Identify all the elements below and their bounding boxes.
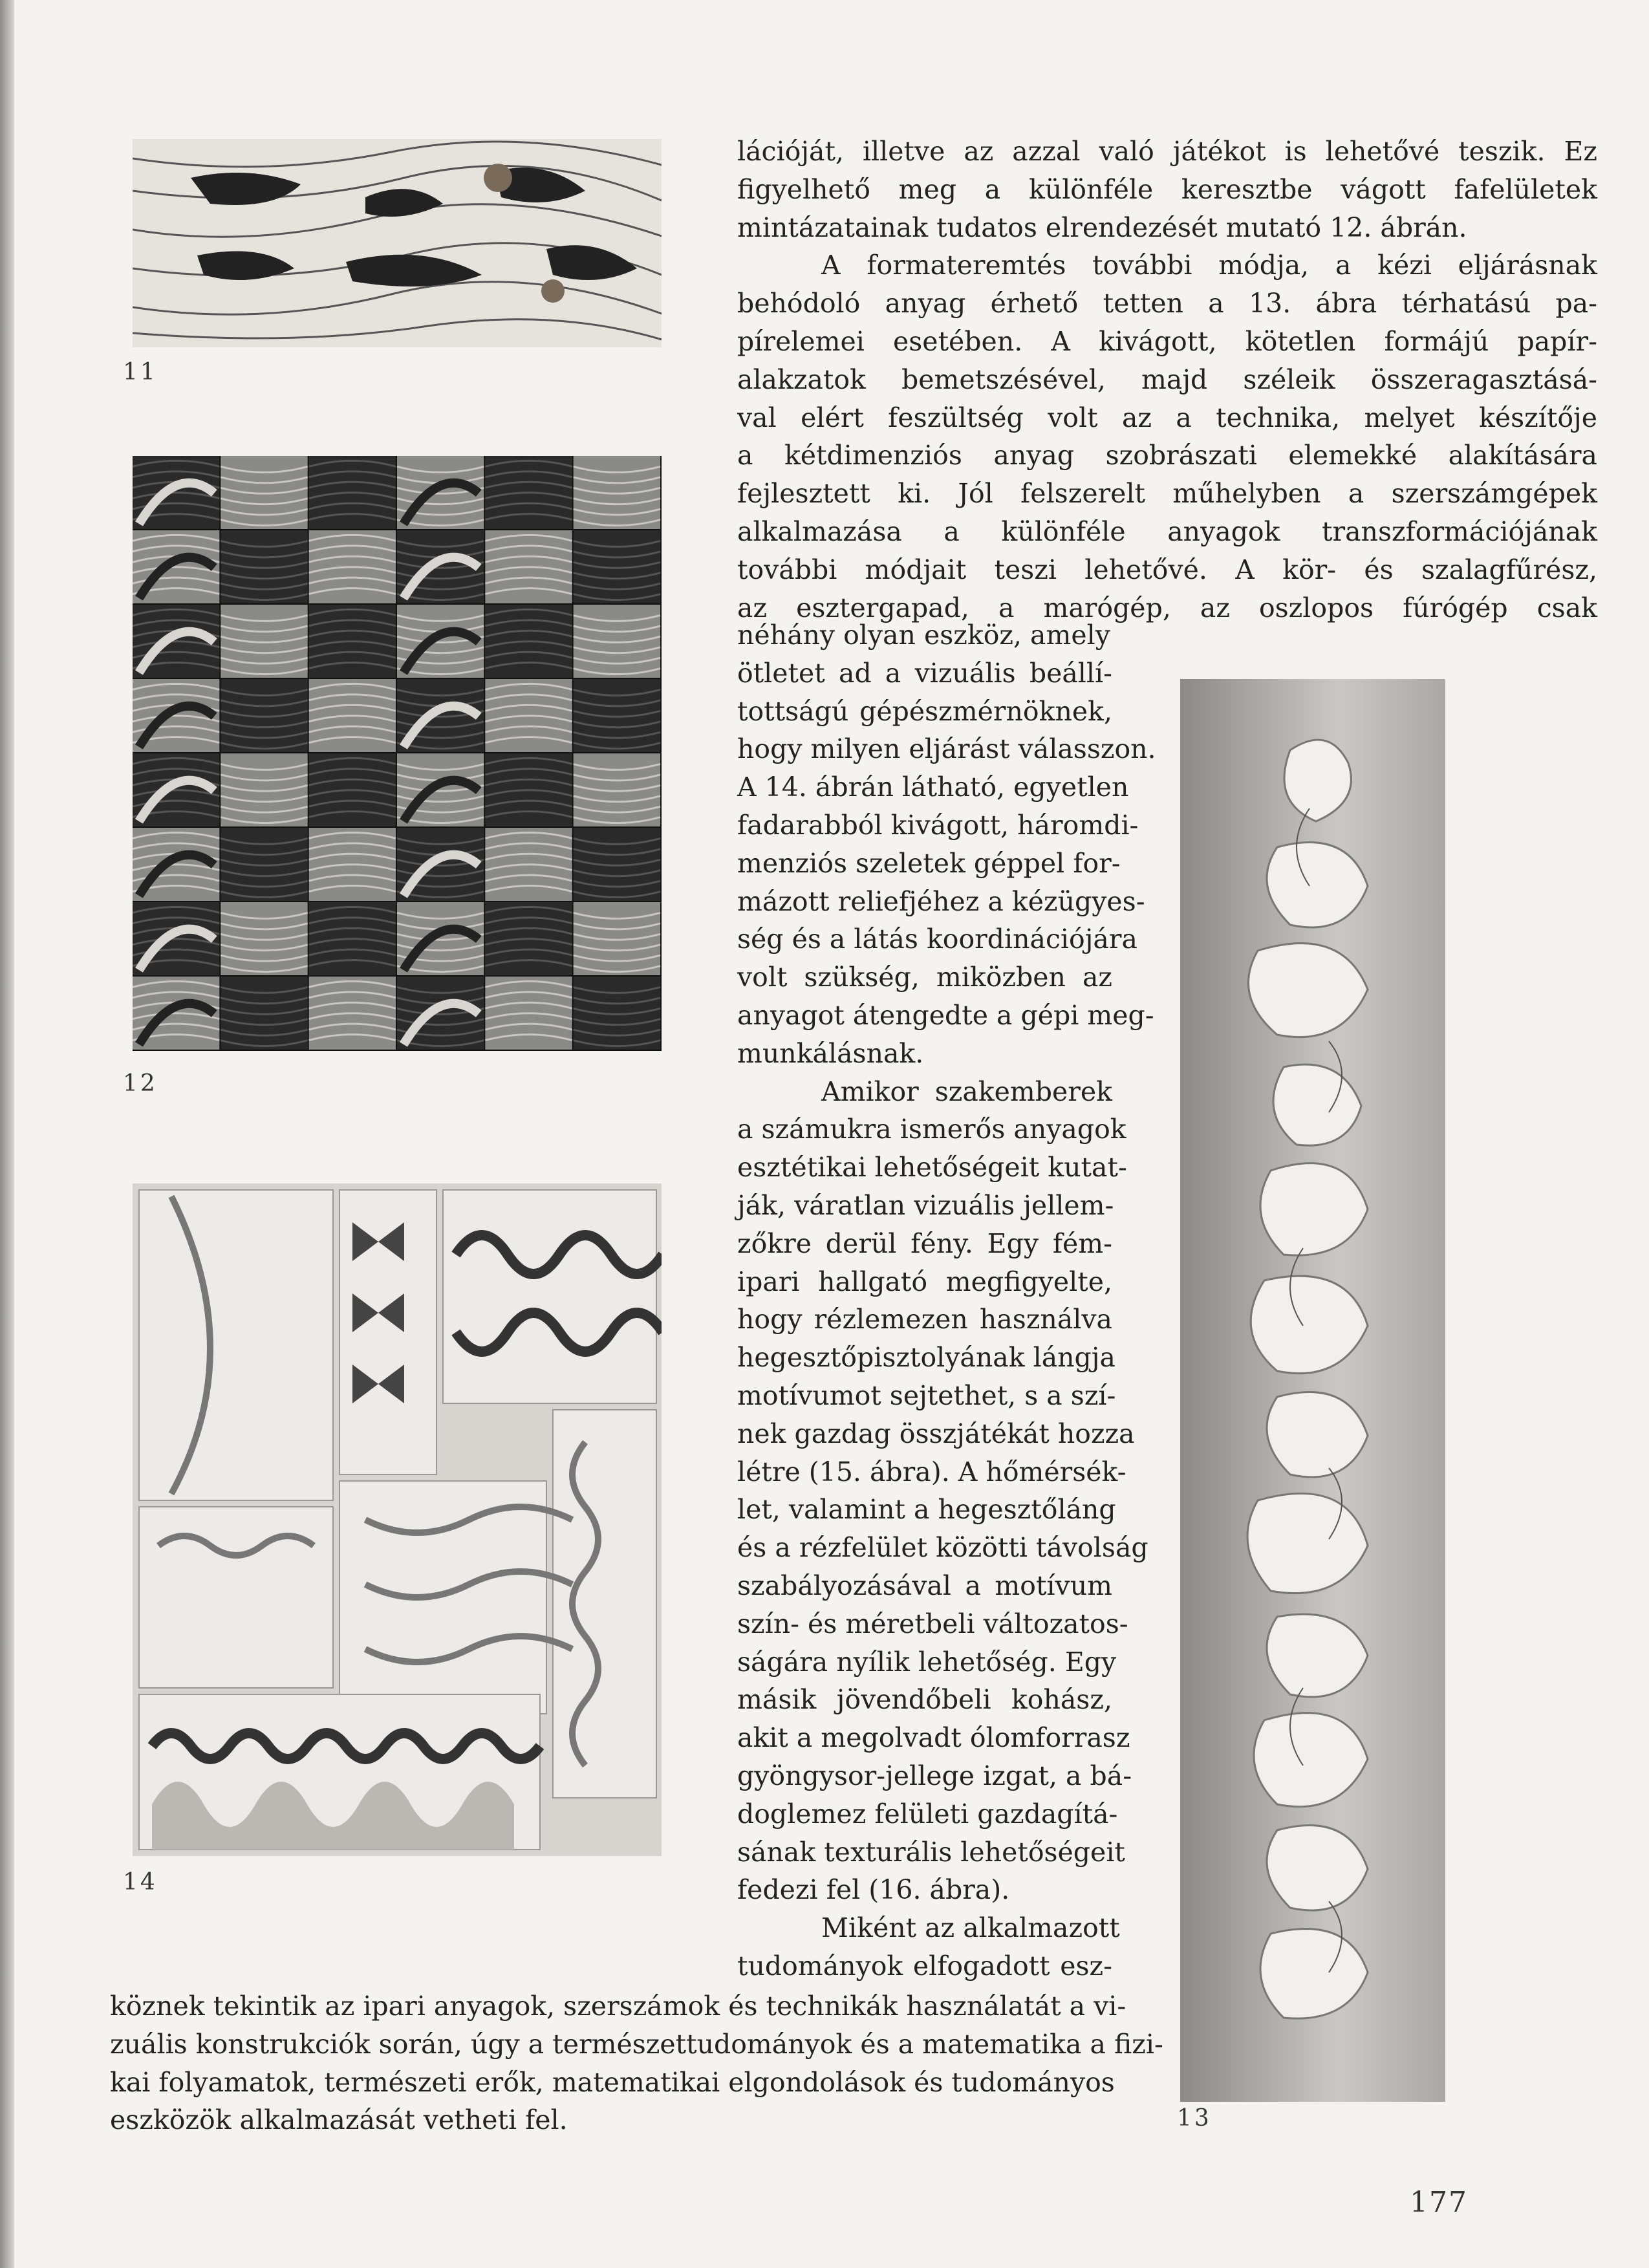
text-line: hogy rézlemezen használva bbox=[737, 1304, 1112, 1335]
end-grain-tile bbox=[574, 530, 660, 603]
end-grain-tile bbox=[133, 605, 219, 678]
end-grain-tile bbox=[309, 828, 396, 901]
end-grain-tile bbox=[397, 977, 484, 1050]
end-grain-tile bbox=[397, 456, 484, 529]
figure-13-image bbox=[1180, 679, 1445, 2102]
text-line: doglemez felületi gazdagítá- bbox=[737, 1798, 1118, 1830]
end-grain-tile bbox=[397, 753, 484, 826]
end-grain-tile bbox=[485, 977, 572, 1050]
text-line: további módjait teszi lehetővé. A kör- és szalagfűrész, bbox=[737, 554, 1597, 585]
text-line: sának texturális lehetőségeit bbox=[737, 1836, 1125, 1868]
text-line: A formateremtés további módja, a kézi eljárásnak bbox=[821, 250, 1597, 281]
end-grain-tile bbox=[133, 530, 219, 603]
figure-14-image bbox=[133, 1183, 662, 1856]
text-line: mintázatainak tudatos elrendezését mutató 12. ábrán. bbox=[737, 211, 1467, 243]
end-grain-tile bbox=[133, 902, 219, 975]
end-grain-tile bbox=[133, 456, 219, 529]
end-grain-tile bbox=[485, 679, 572, 752]
text-line: tottságú gépészmérnöknek, bbox=[737, 695, 1112, 727]
figure-11-caption: 11 bbox=[123, 359, 158, 385]
end-grain-tile bbox=[574, 679, 660, 752]
text-line: ötletet ad a vizuális beállí- bbox=[737, 657, 1112, 689]
text-line: zuális konstrukciók során, úgy a természettudományok és a matematika a fizi- bbox=[110, 2028, 1163, 2060]
end-grain-tile bbox=[221, 605, 307, 678]
text-line: ják, váratlan vizuális jellem- bbox=[737, 1190, 1114, 1221]
end-grain-tile bbox=[221, 456, 307, 529]
end-grain-tile bbox=[397, 902, 484, 975]
text-line: a számukra ismerős anyagok bbox=[737, 1114, 1126, 1145]
end-grain-tile bbox=[309, 902, 396, 975]
end-grain-tile bbox=[133, 753, 219, 826]
end-grain-tile bbox=[397, 679, 484, 752]
end-grain-tile bbox=[574, 753, 660, 826]
text-line: hogy milyen eljárást válasszon. bbox=[737, 733, 1156, 765]
end-grain-tile bbox=[133, 679, 219, 752]
end-grain-tile bbox=[309, 753, 396, 826]
text-line: hegesztőpisztolyának lángja bbox=[737, 1342, 1116, 1374]
end-grain-tile bbox=[309, 977, 396, 1050]
text-line: eszközök alkalmazását vetheti fel. bbox=[110, 2104, 568, 2136]
end-grain-tile bbox=[221, 753, 307, 826]
text-line: A 14. ábrán látható, egyetlen bbox=[737, 772, 1129, 803]
text-line: motívumot sejtethet, s a szí- bbox=[737, 1380, 1116, 1411]
text-line: let, valamint a hegesztőláng bbox=[737, 1494, 1116, 1526]
end-grain-tile bbox=[221, 902, 307, 975]
text-line: ség és a látás koordinációjára bbox=[737, 923, 1137, 955]
end-grain-tile bbox=[221, 977, 307, 1050]
text-line: alakzatok bemetszésével, majd széleik összeragasztásá- bbox=[737, 363, 1597, 395]
text-line: fedezi fel (16. ábra). bbox=[737, 1874, 1010, 1906]
text-line: és a rézfelület közötti távolság bbox=[737, 1532, 1148, 1564]
text-line: létre (15. ábra). A hőmérsék- bbox=[737, 1456, 1126, 1487]
wavy-relief-tiles-icon bbox=[133, 1183, 662, 1856]
wood-grain-knots-icon bbox=[133, 139, 662, 347]
end-grain-tile bbox=[397, 605, 484, 678]
text-line: kai folyamatok, természeti erők, matematikai elgondolások és tudományos bbox=[110, 2066, 1115, 2098]
text-line: fadarabból kivágott, háromdi- bbox=[737, 810, 1139, 841]
text-line: ipari hallgató megfigyelte, bbox=[737, 1266, 1112, 1297]
end-grain-tile bbox=[309, 605, 396, 678]
text-line: tudományok elfogadott esz- bbox=[737, 1950, 1112, 1982]
end-grain-tile bbox=[574, 456, 660, 529]
text-line: zőkre derül fény. Egy fém- bbox=[737, 1227, 1112, 1259]
text-line: gyöngysor-jellege izgat, a bá- bbox=[737, 1760, 1132, 1791]
end-grain-tile bbox=[397, 530, 484, 603]
end-grain-tile bbox=[397, 828, 484, 901]
end-grain-tile bbox=[221, 679, 307, 752]
end-grain-tile bbox=[485, 456, 572, 529]
figure-12-caption: 12 bbox=[123, 1070, 158, 1097]
text-line: munkálásnak. bbox=[737, 1037, 924, 1069]
text-line: nek gazdag összjátékát hozza bbox=[737, 1418, 1135, 1449]
end-grain-tile bbox=[485, 902, 572, 975]
text-line: az esztergapad, a marógép, az oszlopos fúrógép csak bbox=[737, 592, 1597, 623]
text-line: esztétikai lehetőségeit kutat- bbox=[737, 1152, 1127, 1183]
text-line: Miként az alkalmazott bbox=[821, 1912, 1120, 1944]
text-line: lációját, illetve az azzal való játékot is lehetővé teszik. Ez bbox=[737, 136, 1597, 167]
text-line: figyelhető meg a különféle keresztbe vágott fafelületek bbox=[737, 173, 1597, 205]
text-line: néhány olyan eszköz, amely bbox=[737, 620, 1110, 651]
text-line: szabályozásával a motívum bbox=[737, 1570, 1112, 1601]
text-line: behódoló anyag érhető tetten a 13. ábra térhatású pa- bbox=[737, 288, 1597, 319]
page-binding-shadow bbox=[0, 0, 14, 2268]
end-grain-tile bbox=[574, 977, 660, 1050]
end-grain-tile bbox=[221, 828, 307, 901]
end-grain-tile bbox=[309, 530, 396, 603]
page-number: 177 bbox=[1410, 2186, 1468, 2219]
paper-ribbon-sculpture-icon bbox=[1180, 679, 1445, 2102]
end-grain-tile bbox=[485, 605, 572, 678]
text-line: köznek tekintik az ipari anyagok, szerszámok és technikák használatát a vi- bbox=[110, 1991, 1126, 2022]
end-grain-tile bbox=[574, 605, 660, 678]
end-grain-tile bbox=[485, 530, 572, 603]
text-line: fejlesztett ki. Jól felszerelt műhelyben a szerszámgépek bbox=[737, 478, 1597, 510]
end-grain-tile bbox=[221, 530, 307, 603]
end-grain-tile bbox=[309, 679, 396, 752]
text-line: alkalmazása a különféle anyagok transzformációjának bbox=[737, 516, 1597, 547]
figure-13-caption: 13 bbox=[1177, 2105, 1212, 2132]
end-grain-tile bbox=[574, 828, 660, 901]
end-grain-tile bbox=[485, 828, 572, 901]
end-grain-tile bbox=[574, 902, 660, 975]
figure-12-image bbox=[133, 456, 662, 1051]
end-grain-tile bbox=[133, 977, 219, 1050]
text-line: anyagot átengedte a gépi meg- bbox=[737, 1000, 1154, 1031]
text-line: Amikor szakemberek bbox=[821, 1075, 1112, 1107]
text-line: másik jövendőbeli kohász, bbox=[737, 1684, 1112, 1716]
end-grain-tile bbox=[133, 828, 219, 901]
text-line: ságára nyílik lehetőség. Egy bbox=[737, 1646, 1117, 1678]
end-grain-tile bbox=[309, 456, 396, 529]
text-line: pírelemei esetében. A kivágott, kötetlen formájú papír- bbox=[737, 326, 1597, 357]
figure-14-caption: 14 bbox=[123, 1869, 158, 1895]
text-line: volt szükség, miközben az bbox=[737, 962, 1112, 993]
figure-11-image bbox=[133, 139, 662, 347]
text-line: a kétdimenziós anyag szobrászati elemekké alakítására bbox=[737, 440, 1597, 471]
text-line: szín- és méretbeli változatos- bbox=[737, 1608, 1128, 1639]
end-grain-checkerboard-icon bbox=[133, 456, 662, 1051]
text-line: val elért feszültség volt az a technika, melyet készítője bbox=[737, 402, 1597, 433]
text-line: mázott reliefjéhez a kézügyes- bbox=[737, 885, 1145, 917]
text-line: akit a megolvadt ólomforrasz bbox=[737, 1722, 1130, 1754]
text-line: menziós szeletek géppel for- bbox=[737, 847, 1121, 879]
end-grain-tile bbox=[485, 753, 572, 826]
